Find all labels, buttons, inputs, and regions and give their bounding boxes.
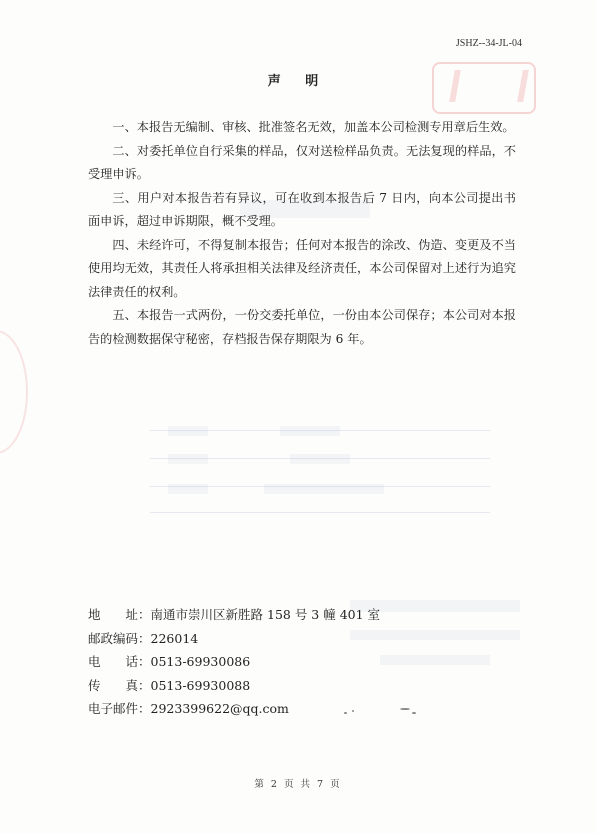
statement-paragraph: 三、用户对本报告若有异议，可在收到本报告后 7 日内，向本公司提出书面申诉，超过申诉期限，概不受理。	[88, 190, 516, 228]
show-through-block	[168, 454, 208, 464]
show-through-block	[168, 484, 208, 494]
statement-body	[88, 116, 516, 351]
statement-paragraph: 四、未经许可，不得复制本报告；任何对本报告的涂改、伪造、变更及不当使用均无效，其责任人将承担相关法律及经济责任，本公司保留对上述行为追究法律责任的权利。	[88, 237, 516, 299]
email-value: 2923399622@qq.com	[150, 701, 289, 716]
address-row	[88, 603, 388, 627]
postcode-row	[88, 627, 388, 651]
ink-smudge	[352, 710, 354, 712]
fax-row	[88, 674, 388, 698]
ink-smudge	[344, 712, 347, 714]
fax-value: 0513-69930088	[150, 677, 251, 693]
show-through-block	[380, 655, 490, 665]
statement-paragraph: 二、对委托单位自行采集的样品，仅对送检样品负责。无法复现的样品，不受理申诉。	[88, 143, 516, 181]
address-label: 地 址：	[88, 607, 151, 622]
page-title: 声 明	[267, 74, 329, 89]
phone-value: 0513-69930086	[150, 654, 251, 669]
email-row	[88, 697, 388, 721]
ink-smudge	[412, 712, 416, 714]
postcode-value: 226014	[150, 630, 199, 646]
statement-paragraph: 五、本报告一式两份，一份交委托单位，一份由本公司保存；本公司对本报告的检测数据保守秘密，存档报告保存期限为 6 年。	[88, 308, 516, 346]
contact-block	[88, 603, 388, 721]
ink-smudge	[400, 708, 410, 710]
page-footer: 第 2 页 共 7 页	[254, 779, 342, 790]
phone-label: 电 话：	[88, 654, 151, 669]
show-through-block	[280, 426, 340, 436]
postcode-label: 邮政编码：	[88, 630, 151, 646]
email-label: 电子邮件：	[88, 701, 151, 716]
document-code: JSHZ--34-JL-04	[455, 38, 522, 49]
address-value: 南通市崇川区新胜路 158 号 3 幢 401 室	[150, 607, 381, 622]
show-through-block	[168, 426, 208, 436]
show-through-seal	[0, 330, 28, 454]
show-through-line	[150, 512, 490, 513]
phone-row	[88, 650, 388, 674]
statement-paragraph: 一、本报告无编制、审核、批准签名无效，加盖本公司检测专用章后生效。	[112, 120, 515, 134]
show-through-block	[290, 454, 350, 464]
show-through-block	[264, 484, 384, 494]
fax-label: 传 真：	[88, 677, 151, 693]
